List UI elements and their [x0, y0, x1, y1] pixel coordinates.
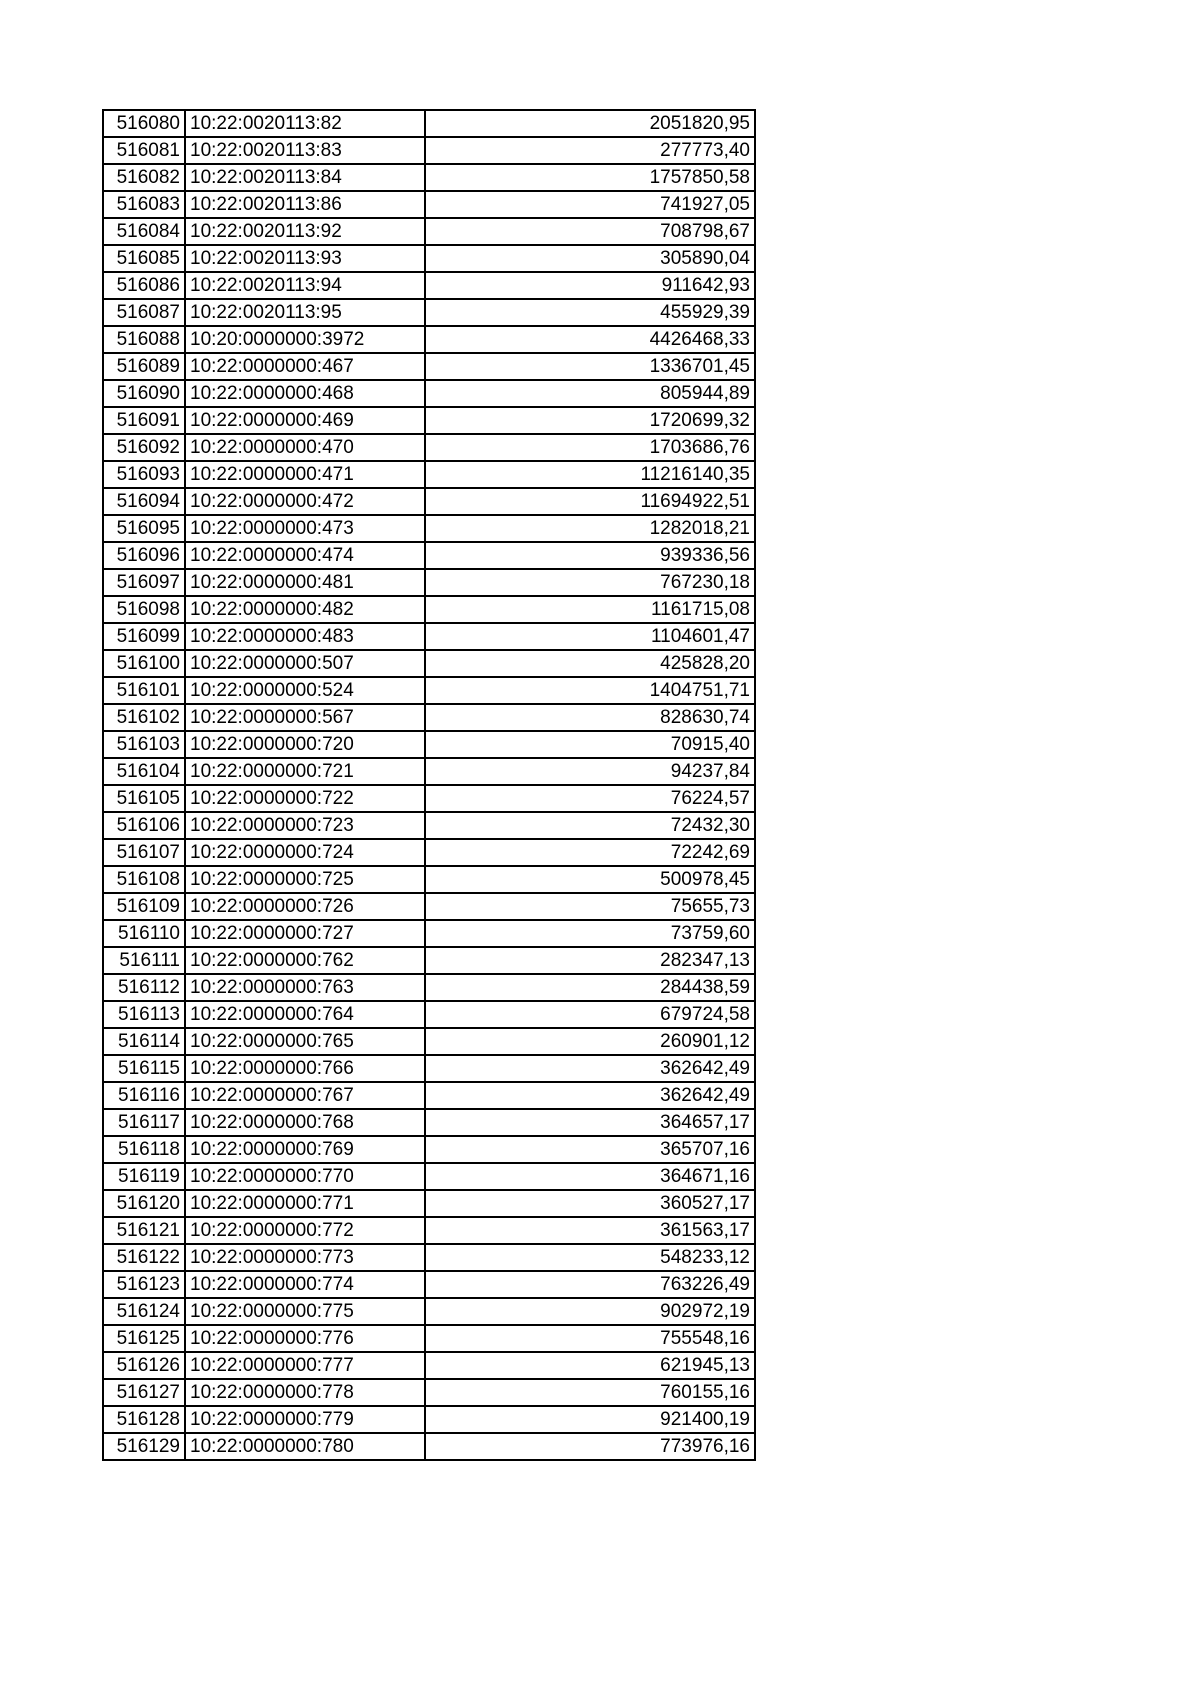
amount-cell: 360527,17: [425, 1190, 755, 1217]
table-row: [103, 461, 755, 488]
table-row: [103, 1136, 755, 1163]
table-row: [103, 596, 755, 623]
row-id-cell: 516104: [103, 758, 185, 785]
table-row: [103, 353, 755, 380]
cadastral-number-cell: 10:22:0000000:768: [185, 1109, 425, 1136]
cadastral-number-cell: 10:22:0020113:93: [185, 245, 425, 272]
row-id-cell: 516117: [103, 1109, 185, 1136]
amount-cell: 362642,49: [425, 1082, 755, 1109]
amount-cell: 767230,18: [425, 569, 755, 596]
amount-cell: 921400,19: [425, 1406, 755, 1433]
table-row: [103, 218, 755, 245]
row-id-cell: 516111: [103, 947, 185, 974]
cadastral-number-cell: 10:22:0000000:723: [185, 812, 425, 839]
row-id-cell: 516116: [103, 1082, 185, 1109]
cadastral-number-cell: 10:22:0000000:567: [185, 704, 425, 731]
table-row: [103, 164, 755, 191]
amount-cell: 500978,45: [425, 866, 755, 893]
table-row: [103, 542, 755, 569]
cadastral-number-cell: 10:22:0000000:774: [185, 1271, 425, 1298]
amount-cell: 939336,56: [425, 542, 755, 569]
row-id-cell: 516090: [103, 380, 185, 407]
cadastral-number-cell: 10:22:0000000:474: [185, 542, 425, 569]
cadastral-number-cell: 10:22:0020113:86: [185, 191, 425, 218]
row-id-cell: 516128: [103, 1406, 185, 1433]
amount-cell: 621945,13: [425, 1352, 755, 1379]
cadastral-number-cell: 10:22:0000000:776: [185, 1325, 425, 1352]
table-row: [103, 191, 755, 218]
table-row: [103, 1271, 755, 1298]
row-id-cell: 516089: [103, 353, 185, 380]
row-id-cell: 516123: [103, 1271, 185, 1298]
cadastral-number-cell: 10:22:0000000:780: [185, 1433, 425, 1460]
table-row: [103, 839, 755, 866]
cadastral-number-cell: 10:22:0000000:766: [185, 1055, 425, 1082]
row-id-cell: 516086: [103, 272, 185, 299]
amount-cell: 365707,16: [425, 1136, 755, 1163]
amount-cell: 364657,17: [425, 1109, 755, 1136]
row-id-cell: 516093: [103, 461, 185, 488]
row-id-cell: 516085: [103, 245, 185, 272]
table-row: [103, 380, 755, 407]
table-row: [103, 1001, 755, 1028]
table-row: [103, 1055, 755, 1082]
table-row: [103, 326, 755, 353]
amount-cell: 70915,40: [425, 731, 755, 758]
row-id-cell: 516088: [103, 326, 185, 353]
amount-cell: 362642,49: [425, 1055, 755, 1082]
table-row: [103, 515, 755, 542]
cadastral-number-cell: 10:22:0000000:771: [185, 1190, 425, 1217]
row-id-cell: 516082: [103, 164, 185, 191]
amount-cell: 1757850,58: [425, 164, 755, 191]
row-id-cell: 516081: [103, 137, 185, 164]
cadastral-number-cell: 10:22:0000000:472: [185, 488, 425, 515]
table-row: [103, 866, 755, 893]
amount-cell: 679724,58: [425, 1001, 755, 1028]
row-id-cell: 516126: [103, 1352, 185, 1379]
table-row: [103, 677, 755, 704]
amount-cell: 1703686,76: [425, 434, 755, 461]
cadastral-number-cell: 10:22:0020113:95: [185, 299, 425, 326]
table-row: [103, 1433, 755, 1460]
row-id-cell: 516087: [103, 299, 185, 326]
table-row: [103, 488, 755, 515]
amount-cell: 73759,60: [425, 920, 755, 947]
amount-cell: 361563,17: [425, 1217, 755, 1244]
amount-cell: 755548,16: [425, 1325, 755, 1352]
amount-cell: 763226,49: [425, 1271, 755, 1298]
amount-cell: 1282018,21: [425, 515, 755, 542]
amount-cell: 282347,13: [425, 947, 755, 974]
table-row: [103, 1082, 755, 1109]
amount-cell: 11216140,35: [425, 461, 755, 488]
table-row: [103, 1406, 755, 1433]
table-row: [103, 1352, 755, 1379]
cadastral-number-cell: 10:22:0000000:726: [185, 893, 425, 920]
amount-cell: 741927,05: [425, 191, 755, 218]
amount-cell: 1161715,08: [425, 596, 755, 623]
cadastral-number-cell: 10:22:0000000:765: [185, 1028, 425, 1055]
row-id-cell: 516100: [103, 650, 185, 677]
cadastral-number-cell: 10:22:0000000:720: [185, 731, 425, 758]
cadastral-number-cell: 10:22:0000000:482: [185, 596, 425, 623]
cadastral-number-cell: 10:22:0000000:724: [185, 839, 425, 866]
table-row: [103, 1163, 755, 1190]
amount-cell: 76224,57: [425, 785, 755, 812]
table-row: [103, 569, 755, 596]
table-row: [103, 1244, 755, 1271]
table-row: [103, 1109, 755, 1136]
table-row: [103, 245, 755, 272]
cadastral-number-cell: 10:22:0020113:83: [185, 137, 425, 164]
cadastral-number-cell: 10:22:0000000:470: [185, 434, 425, 461]
table-row: [103, 650, 755, 677]
amount-cell: 425828,20: [425, 650, 755, 677]
row-id-cell: 516120: [103, 1190, 185, 1217]
amount-cell: 72242,69: [425, 839, 755, 866]
cadastral-number-cell: 10:22:0000000:775: [185, 1298, 425, 1325]
table-row: [103, 299, 755, 326]
row-id-cell: 516091: [103, 407, 185, 434]
table-row: [103, 623, 755, 650]
amount-cell: 284438,59: [425, 974, 755, 1001]
cadastral-number-cell: 10:22:0020113:92: [185, 218, 425, 245]
row-id-cell: 516121: [103, 1217, 185, 1244]
row-id-cell: 516114: [103, 1028, 185, 1055]
cadastral-number-cell: 10:22:0000000:467: [185, 353, 425, 380]
table-row: [103, 1217, 755, 1244]
cadastral-number-cell: 10:22:0000000:772: [185, 1217, 425, 1244]
amount-cell: 1104601,47: [425, 623, 755, 650]
cadastral-number-cell: 10:22:0000000:767: [185, 1082, 425, 1109]
row-id-cell: 516099: [103, 623, 185, 650]
amount-cell: 1336701,45: [425, 353, 755, 380]
cadastral-number-cell: 10:22:0000000:777: [185, 1352, 425, 1379]
cadastral-number-cell: 10:22:0000000:725: [185, 866, 425, 893]
row-id-cell: 516094: [103, 488, 185, 515]
amount-cell: 4426468,33: [425, 326, 755, 353]
row-id-cell: 516119: [103, 1163, 185, 1190]
table-row: [103, 1379, 755, 1406]
cadastral-number-cell: 10:22:0000000:779: [185, 1406, 425, 1433]
amount-cell: 72432,30: [425, 812, 755, 839]
row-id-cell: 516115: [103, 1055, 185, 1082]
cadastral-number-cell: 10:22:0000000:469: [185, 407, 425, 434]
row-id-cell: 516108: [103, 866, 185, 893]
cadastral-number-cell: 10:22:0020113:94: [185, 272, 425, 299]
cadastral-number-cell: 10:22:0000000:764: [185, 1001, 425, 1028]
amount-cell: 1720699,32: [425, 407, 755, 434]
row-id-cell: 516084: [103, 218, 185, 245]
row-id-cell: 516103: [103, 731, 185, 758]
row-id-cell: 516127: [103, 1379, 185, 1406]
row-id-cell: 516080: [103, 110, 185, 137]
table-body: [103, 110, 755, 1460]
table-row: [103, 812, 755, 839]
table-row: [103, 1298, 755, 1325]
cadastral-number-cell: 10:22:0020113:84: [185, 164, 425, 191]
amount-cell: 305890,04: [425, 245, 755, 272]
row-id-cell: 516113: [103, 1001, 185, 1028]
table-row: [103, 110, 755, 137]
row-id-cell: 516122: [103, 1244, 185, 1271]
cadastral-number-cell: 10:22:0000000:507: [185, 650, 425, 677]
amount-cell: 2051820,95: [425, 110, 755, 137]
cadastral-number-cell: 10:22:0000000:769: [185, 1136, 425, 1163]
table-row: [103, 758, 755, 785]
cadastral-number-cell: 10:22:0020113:82: [185, 110, 425, 137]
table-row: [103, 272, 755, 299]
cadastral-number-cell: 10:22:0000000:763: [185, 974, 425, 1001]
amount-cell: 911642,93: [425, 272, 755, 299]
row-id-cell: 516097: [103, 569, 185, 596]
table-row: [103, 407, 755, 434]
cadastral-number-cell: 10:22:0000000:722: [185, 785, 425, 812]
row-id-cell: 516095: [103, 515, 185, 542]
cadastral-number-cell: 10:22:0000000:770: [185, 1163, 425, 1190]
row-id-cell: 516098: [103, 596, 185, 623]
amount-cell: 828630,74: [425, 704, 755, 731]
amount-cell: 548233,12: [425, 1244, 755, 1271]
row-id-cell: 516110: [103, 920, 185, 947]
table-row: [103, 974, 755, 1001]
cadastral-number-cell: 10:22:0000000:762: [185, 947, 425, 974]
data-table: [102, 109, 756, 1461]
cadastral-number-cell: 10:22:0000000:778: [185, 1379, 425, 1406]
row-id-cell: 516096: [103, 542, 185, 569]
row-id-cell: 516107: [103, 839, 185, 866]
amount-cell: 75655,73: [425, 893, 755, 920]
amount-cell: 902972,19: [425, 1298, 755, 1325]
table-row: [103, 1325, 755, 1352]
amount-cell: 94237,84: [425, 758, 755, 785]
row-id-cell: 516112: [103, 974, 185, 1001]
table-row: [103, 1028, 755, 1055]
amount-cell: 11694922,51: [425, 488, 755, 515]
cadastral-number-cell: 10:22:0000000:727: [185, 920, 425, 947]
table-row: [103, 785, 755, 812]
row-id-cell: 516118: [103, 1136, 185, 1163]
row-id-cell: 516083: [103, 191, 185, 218]
cadastral-number-cell: 10:22:0000000:483: [185, 623, 425, 650]
row-id-cell: 516129: [103, 1433, 185, 1460]
table-row: [103, 947, 755, 974]
amount-cell: 773976,16: [425, 1433, 755, 1460]
cadastral-number-cell: 10:22:0000000:773: [185, 1244, 425, 1271]
amount-cell: 1404751,71: [425, 677, 755, 704]
cadastral-number-cell: 10:22:0000000:468: [185, 380, 425, 407]
row-id-cell: 516109: [103, 893, 185, 920]
table-row: [103, 704, 755, 731]
cadastral-number-cell: 10:20:0000000:3972: [185, 326, 425, 353]
table-row: [103, 893, 755, 920]
cadastral-number-cell: 10:22:0000000:524: [185, 677, 425, 704]
amount-cell: 708798,67: [425, 218, 755, 245]
table-row: [103, 1190, 755, 1217]
row-id-cell: 516125: [103, 1325, 185, 1352]
table-row: [103, 434, 755, 461]
cadastral-number-cell: 10:22:0000000:721: [185, 758, 425, 785]
table-row: [103, 920, 755, 947]
amount-cell: 260901,12: [425, 1028, 755, 1055]
row-id-cell: 516105: [103, 785, 185, 812]
amount-cell: 455929,39: [425, 299, 755, 326]
row-id-cell: 516102: [103, 704, 185, 731]
cadastral-number-cell: 10:22:0000000:471: [185, 461, 425, 488]
table-row: [103, 731, 755, 758]
cadastral-number-cell: 10:22:0000000:481: [185, 569, 425, 596]
amount-cell: 364671,16: [425, 1163, 755, 1190]
row-id-cell: 516124: [103, 1298, 185, 1325]
amount-cell: 805944,89: [425, 380, 755, 407]
amount-cell: 277773,40: [425, 137, 755, 164]
row-id-cell: 516101: [103, 677, 185, 704]
row-id-cell: 516092: [103, 434, 185, 461]
table-row: [103, 137, 755, 164]
amount-cell: 760155,16: [425, 1379, 755, 1406]
cadastral-number-cell: 10:22:0000000:473: [185, 515, 425, 542]
row-id-cell: 516106: [103, 812, 185, 839]
